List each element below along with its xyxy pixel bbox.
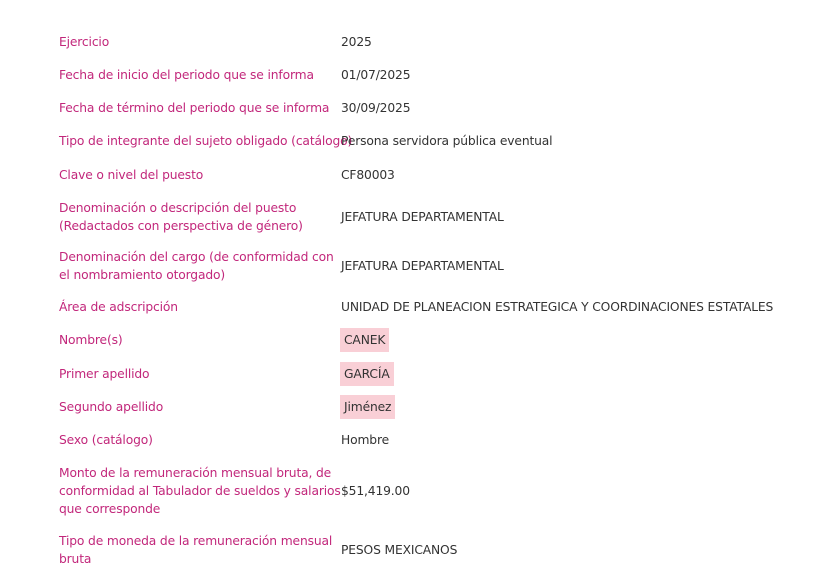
field-value: JEFATURA DEPARTAMENTAL	[341, 259, 504, 273]
field-ejercicio	[59, 33, 819, 51]
field-label: Sexo (catálogo)	[59, 433, 153, 447]
highlighted-value: GARCÍA	[340, 362, 394, 386]
field-denominacion-puesto	[59, 199, 819, 235]
field-sexo	[59, 431, 819, 449]
field-label: Tipo de integrante del sujeto obligado (catálogo)	[59, 134, 353, 148]
field-monto-remuneracion	[59, 464, 819, 518]
field-area-adscripcion	[59, 298, 819, 316]
field-label: Denominación o descripción del puesto (Redactados con perspectiva de género)	[59, 201, 303, 233]
field-label: Monto de la remuneración mensual bruta, de conformidad al Tabulador de sueldos y salarios que corresponde	[59, 466, 341, 516]
field-fecha-inicio	[59, 66, 819, 84]
field-clave-puesto	[59, 166, 819, 184]
field-value: JEFATURA DEPARTAMENTAL	[341, 210, 504, 224]
field-value: $51,419.00	[341, 484, 410, 498]
field-fecha-termino	[59, 99, 819, 117]
field-label: Área de adscripción	[59, 300, 178, 314]
field-value: UNIDAD DE PLANEACION ESTRATEGICA Y COORDINACIONES ESTATALES	[341, 300, 774, 314]
field-value: Hombre	[341, 433, 390, 447]
field-label: Tipo de moneda de la remuneración mensual bruta	[59, 534, 333, 566]
field-value: CF80003	[341, 168, 395, 182]
field-label: Segundo apellido	[59, 400, 164, 414]
field-value	[341, 362, 819, 386]
field-value: Persona servidora pública eventual	[341, 134, 553, 148]
highlighted-value: CANEK	[340, 328, 389, 352]
field-label: Fecha de término del periodo que se informa	[59, 101, 330, 115]
field-label: Fecha de inicio del periodo que se informa	[59, 68, 314, 82]
field-tipo-integrante	[59, 132, 819, 150]
field-label: Clave o nivel del puesto	[59, 168, 204, 182]
field-value: PESOS MEXICANOS	[341, 543, 458, 557]
field-label: Primer apellido	[59, 367, 150, 381]
field-value: 01/07/2025	[341, 68, 411, 82]
field-segundo-apellido	[59, 395, 819, 419]
field-label: Denominación del cargo (de conformidad con el nombramiento otorgado)	[59, 250, 334, 282]
field-value: 2025	[341, 35, 372, 49]
field-value: 30/09/2025	[341, 101, 411, 115]
field-nombre	[59, 328, 819, 352]
field-label: Nombre(s)	[59, 333, 123, 347]
field-label: Ejercicio	[59, 35, 110, 49]
field-value	[341, 395, 819, 419]
highlighted-value: Jiménez	[340, 395, 395, 419]
field-primer-apellido	[59, 362, 819, 386]
field-value	[341, 328, 819, 352]
field-tipo-moneda	[59, 532, 819, 568]
field-denominacion-cargo	[59, 248, 819, 284]
